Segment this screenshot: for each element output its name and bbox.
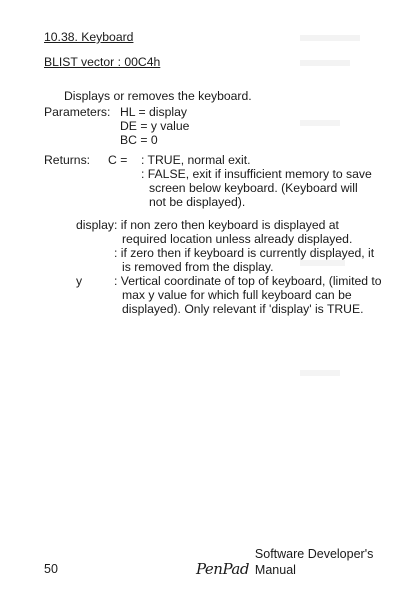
show-through-mark xyxy=(300,35,360,41)
parameter-item: BC = 0 xyxy=(120,133,158,147)
definition-term-display: display xyxy=(76,218,114,232)
parameters-label: Parameters: xyxy=(44,105,111,119)
definition-display-nonzero: : if non zero then keyboard is displayed at required location unless already displayed. xyxy=(114,218,353,246)
penpad-logo: PenPad xyxy=(196,560,249,578)
returns-label: Returns: xyxy=(44,153,91,167)
manual-title: Software Developer's Manual xyxy=(254,547,374,577)
returns-values xyxy=(137,153,377,209)
returns-register: C = xyxy=(108,153,128,167)
show-through-mark xyxy=(300,370,340,376)
show-through-mark xyxy=(300,60,350,66)
show-through-mark xyxy=(300,120,340,126)
footer-branding xyxy=(196,547,404,578)
definition-y: : Vertical coordinate of top of keyboard, (limited to max y value for which full keyboard can be displayed). Only relevant if 'display' is TRUE. xyxy=(114,274,382,316)
parameter-item: DE = y value xyxy=(120,119,190,133)
return-value-false: : FALSE, exit if insufficient memory to save screen below keyboard. (Keyboard will not be displayed). xyxy=(141,167,372,209)
return-value-true: : TRUE, normal exit. xyxy=(141,153,251,167)
parameter-item: HL = display xyxy=(120,105,187,119)
definition-term-y: y xyxy=(76,274,83,288)
vector-address: BLIST vector : 00C4h xyxy=(44,55,161,69)
function-description: Displays or removes the keyboard. xyxy=(64,89,252,103)
definition-display-zero: : if zero then if keyboard is currently displayed, it is removed from the display. xyxy=(114,246,375,274)
section-title: 10.38. Keyboard xyxy=(44,30,134,44)
page-number: 50 xyxy=(44,562,58,576)
